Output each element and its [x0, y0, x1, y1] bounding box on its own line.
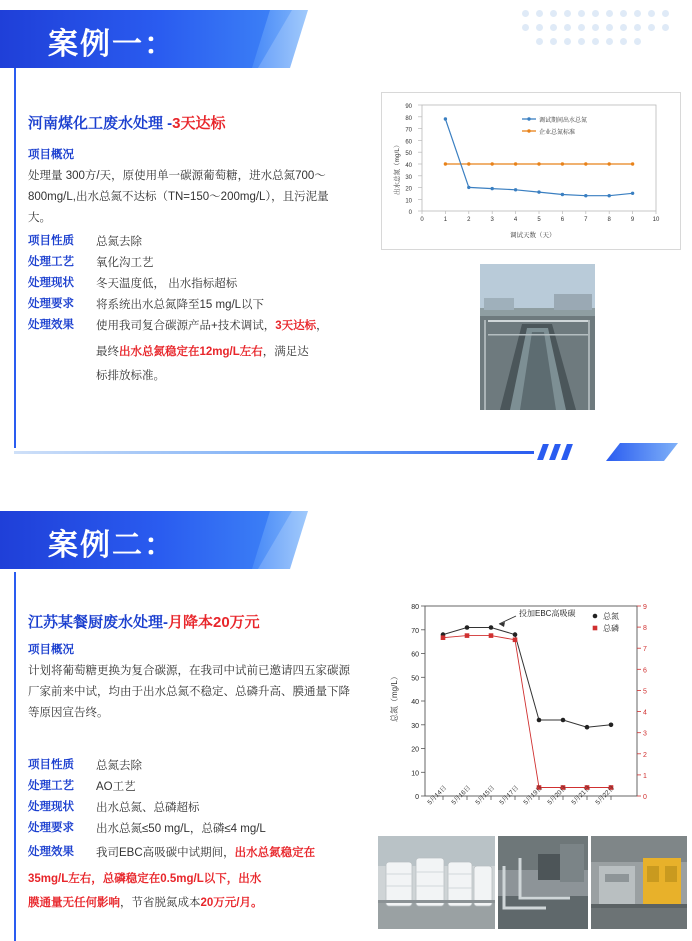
decorative-dots: [522, 6, 682, 50]
svg-text:50: 50: [411, 675, 419, 683]
case1-spec-label-3: 处理要求: [28, 298, 74, 310]
svg-text:80: 80: [411, 604, 419, 611]
case1-left-rule: [14, 68, 16, 448]
case2-chart: [381, 594, 681, 830]
case1-spec-value-0: 总氮去除: [96, 236, 142, 248]
case2-spec-value-3: 出水总氮≤50 mg/L，总磷≤4 mg/L: [96, 823, 266, 835]
svg-text:70: 70: [411, 627, 419, 635]
svg-text:40: 40: [405, 163, 412, 169]
case2-effect-line1: [96, 843, 376, 864]
case1-overview-text: 处理量 300方/天，原使用单一碳源葡萄糖，进水总氮700～800mg/L,出水总氮不达标（TN=150～200mg/L），且污泥量大。: [28, 170, 329, 224]
svg-text:10: 10: [411, 770, 419, 778]
case2-effect-highlight-4: 20万元/月。: [200, 897, 263, 909]
svg-text:0: 0: [643, 794, 647, 801]
svg-text:8: 8: [643, 625, 647, 633]
divider-block: [606, 443, 678, 461]
case2-effect-highlight-2: 35mg/L左右，总磷稳定在0.5mg/L以下，出水: [28, 873, 262, 885]
case2-photo-tanks: [378, 836, 495, 929]
case2-effect-line2: [28, 869, 378, 890]
case1-effect-line2: [96, 342, 356, 363]
svg-text:60: 60: [405, 139, 412, 146]
case2-title: [28, 611, 260, 632]
case1-spec-value-2: 冬天温度低， 出水指标超标: [96, 278, 238, 290]
svg-text:50: 50: [405, 151, 412, 158]
svg-text:30: 30: [411, 722, 419, 730]
svg-text:5: 5: [537, 217, 541, 223]
case1-effect-highlight-1: 3天达标: [275, 320, 317, 332]
svg-text:3: 3: [490, 217, 494, 223]
case1-effect-line3: 标排放标准。: [96, 370, 165, 382]
case1-spec-label-0: 项目性质: [28, 235, 74, 247]
svg-text:4: 4: [643, 709, 647, 717]
svg-text:0: 0: [408, 210, 412, 216]
svg-text:1: 1: [443, 217, 448, 223]
svg-text:70: 70: [405, 127, 412, 134]
case1-spec-value-1: 氧化沟工艺: [96, 257, 154, 269]
svg-text:6: 6: [560, 217, 565, 223]
case2-chart-legend-1: 总磷: [603, 624, 619, 633]
case1-title-main: 河南煤化工废水处理 -: [28, 115, 173, 132]
case2-effect-text-a: 我司EBC高吸碳中试期间，: [96, 847, 235, 859]
svg-text:1: 1: [643, 772, 647, 780]
case2-chart-legend-0: 总氮: [603, 612, 619, 621]
case1-banner: [0, 10, 320, 68]
svg-text:60: 60: [411, 651, 419, 659]
case1-spec-value-3: 将系统出水总氮降至15 mg/L以下: [96, 299, 265, 311]
svg-text:0: 0: [415, 794, 419, 801]
case2-banner: [0, 511, 320, 569]
case1-spec-label-2: 处理现状: [28, 277, 74, 289]
case2-spec-label-1: 处理工艺: [28, 780, 74, 792]
case2-chart-xtick-2: 5月15日: [474, 784, 497, 807]
svg-text:90: 90: [405, 104, 412, 110]
case2-overview-heading: 项目概况: [28, 644, 74, 656]
case2-spec-label-2: 处理现状: [28, 801, 74, 813]
case2-title-highlight: 月降本20万元: [168, 614, 260, 631]
case2-effect-line3: [28, 893, 378, 914]
case2-chart-ylabel-left: 总氮（mg/L）: [390, 672, 399, 722]
case2-photo-pipes-graphic: [498, 836, 588, 929]
svg-text:30: 30: [405, 174, 412, 181]
case2-chart-xtick-0: 5月14日: [426, 784, 449, 807]
case2-photo-pipes: [498, 836, 588, 929]
case2-spec-value-2: 出水总氮、总磷超标: [96, 802, 200, 814]
case2-chart-xtick-4: 5月19日: [522, 784, 545, 807]
svg-text:80: 80: [405, 115, 412, 122]
case2-photo-tanks-graphic: [378, 836, 495, 929]
case2-spec-label-3: 处理要求: [28, 822, 74, 834]
case1-title: [28, 112, 226, 133]
case1-spec-label-1: 处理工艺: [28, 256, 74, 268]
case1-chart-xlabel: 调试天数（天）: [510, 232, 556, 239]
divider-line: [14, 451, 534, 454]
case1-effect-text-b: ，: [316, 320, 328, 332]
svg-text:7: 7: [643, 646, 647, 654]
case1-chart-svg: [382, 93, 680, 249]
case2-effect-highlight-1: 出水总氮稳定在: [234, 847, 316, 859]
case1-chart-legend-0: 调试期间出水总氮: [539, 118, 588, 124]
case1-photo: [480, 264, 595, 410]
divider-slash-1: [537, 444, 549, 460]
case2-left-rule: [14, 572, 16, 941]
divider-slash-3: [561, 444, 573, 460]
svg-text:8: 8: [607, 217, 611, 223]
case2-photo-equipment: [591, 836, 687, 929]
svg-text:10: 10: [405, 198, 412, 205]
case2-chart-xtick-5: 5月20日: [546, 784, 569, 807]
svg-text:10: 10: [652, 217, 660, 223]
case1-banner-label: 案例一：: [48, 28, 176, 61]
case2-chart-xtick-6: 5月21日: [570, 784, 593, 807]
case1-chart-legend-1: 企业总氮标准: [539, 130, 576, 136]
svg-text:9: 9: [643, 604, 647, 611]
case1-chart: [381, 92, 681, 250]
case1-overview-heading: 项目概况: [28, 149, 74, 161]
svg-text:7: 7: [584, 217, 588, 223]
case2-chart-xtick-3: 5月17日: [498, 784, 521, 807]
svg-text:4: 4: [513, 217, 518, 223]
case2-effect-highlight-3: 膜通量无任何影响: [28, 897, 120, 909]
svg-text:3: 3: [643, 730, 647, 738]
case1-effect-text-a: 使用我司复合碳源产品+技术调试，: [96, 320, 276, 332]
case1-effect-text-d: ，满足达: [262, 346, 309, 358]
svg-text:20: 20: [411, 746, 419, 754]
case1-effect-highlight-2: 出水总氮稳定在12mg/L左右: [119, 346, 263, 358]
case2-spec-value-0: 总氮去除: [96, 760, 142, 772]
case2-effect-label: 处理效果: [28, 846, 74, 858]
case2-banner-label: 案例二：: [48, 529, 176, 562]
case2-title-main: 江苏某餐厨废水处理-: [28, 614, 168, 631]
case1-photo-graphic: [480, 264, 595, 410]
svg-text:9: 9: [630, 217, 635, 223]
svg-text:2: 2: [643, 751, 647, 759]
case1-effect-text-c: 最终: [96, 346, 119, 358]
svg-text:0: 0: [420, 217, 424, 223]
case2-chart-xtick-7: 5月22日: [594, 784, 617, 807]
case1-effect-label: 处理效果: [28, 319, 74, 331]
case1-effect-line1: [96, 316, 356, 337]
case2-spec-label-0: 项目性质: [28, 759, 74, 771]
case2-spec-value-1: AO工艺: [96, 781, 136, 793]
svg-text:6: 6: [643, 667, 647, 675]
svg-text:5: 5: [643, 688, 647, 696]
svg-text:40: 40: [411, 699, 419, 706]
case1-chart-ylabel: 出水总氮（mg/L）: [394, 141, 401, 195]
section-divider: [0, 442, 692, 462]
case2-photo-equipment-graphic: [591, 836, 687, 929]
svg-text:20: 20: [405, 186, 412, 193]
case2-overview-text: 计划将葡萄糖更换为复合碳源，在我司中试前已邀请四五家碳源厂家前来中试，均由于出水总氮不稳定、总磷升高、膜通量下降等原因宣告终。: [28, 665, 350, 719]
case1-title-highlight: 3天达标: [172, 115, 226, 132]
svg-text:2: 2: [467, 217, 471, 223]
case2-effect-text-b: ，节省脱氮成本: [120, 897, 201, 909]
case2-chart-annotation: 投加EBC高吸碳: [519, 609, 576, 618]
case2-chart-xtick-1: 5月16日: [450, 784, 473, 807]
divider-slash-2: [549, 444, 561, 460]
